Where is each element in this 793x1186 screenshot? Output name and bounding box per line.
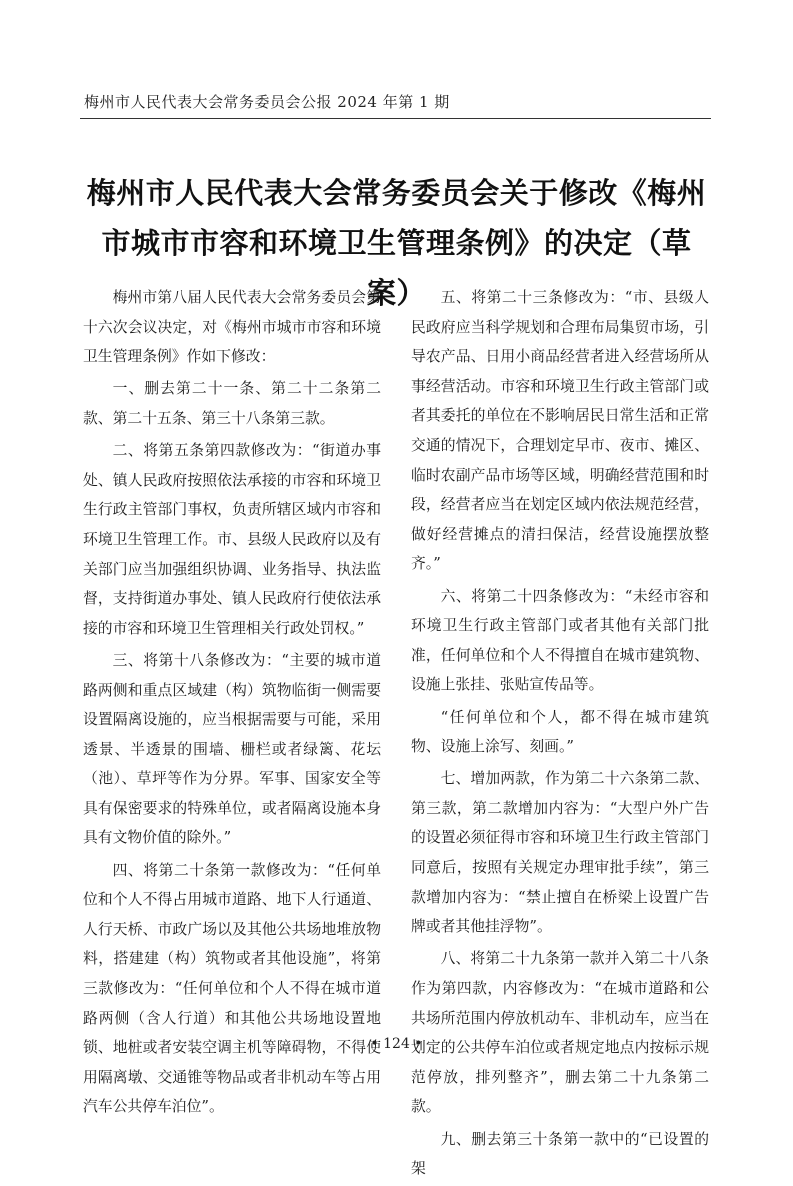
paragraph: 四、将第二十条第一款修改为：“任何单位和个人不得占用城市道路、地下人行通道、人行天桥、市政广场以及其他公共场地堆放物料，搭建建（构）筑物或者其他设施”，将第三款修改为：“任何单位和个人不得在城市道路两侧（含人行道）和其他公共场地设置地锁、地桩或者安装空调主机等障碍物，不得使用隔离墩、交通锥等物品或者非机动车等占用汽车公共停车泊位”。 bbox=[83, 861, 381, 1116]
paragraph: 三、将第十八条修改为：“主要的城市道路两侧和重点区域建（构）筑物临街一侧需要设置隔离设施的，应当根据需要与可能，采用透景、半透景的围墙、栅栏或者绿篱、花坛（池）、草坪等作为分界。军事、国家安全等具有保密要求的特殊单位，或者隔离设施本身具有文物价值的除外。” bbox=[83, 651, 381, 847]
paragraph: 六、将第二十四条修改为：“未经市容和环境卫生行政主管部门或者其他有关部门批准，任何单位和个人不得擅自在城市建筑物、设施上张挂、张贴宣传品等。 bbox=[411, 587, 709, 694]
header-rule bbox=[80, 118, 711, 119]
running-header: 梅州市人民代表大会常务委员会公报 2024 年第 1 期 bbox=[84, 93, 450, 111]
left-column bbox=[83, 283, 381, 1125]
paragraph: 二、将第五条第四款修改为：“街道办事处、镇人民政府按照依法承接的市容和环境卫生行政主管部门事权，负责所辖区域内市容和环境卫生管理工作。市、县级人民政府以及有关部门应当加强组织协调、业务指导、执法监督，支持街道办事处、镇人民政府行使依法承接的市容和环境卫生管理相关行政处罚权。” bbox=[83, 442, 381, 637]
paragraph: 八、将第二十九条第一款并入第二十八条作为第四款，内容修改为：“在城市道路和公共场所范围内停放机动车、非机动车，应当在划定的公共停车泊位或者规定地点内按标示规范停放，排列整齐”，删去第二十九条第二款。 bbox=[411, 950, 709, 1116]
document-title: 梅州市人民代表大会常务委员会关于修改《梅州市城市市容和环境卫生管理条例》的决定（草案） bbox=[86, 176, 707, 310]
paragraph: 七、增加两款，作为第二十六条第二款、第三款，第二款增加内容为：“大型户外广告的设置必须征得市容和环境卫生行政主管部门同意后，按照有关规定办理审批手续”，第三款增加内容为：“禁止擅自在桥梁上设置广告牌或者其他挂浮物”。 bbox=[411, 770, 709, 936]
paragraph: 九、删去第三十条第一款中的“已设置的架 bbox=[411, 1130, 709, 1178]
paragraph: 五、将第二十三条修改为：“市、县级人民政府应当科学规划和合理布局集贸市场，引导农产品、日用小商品经营者进入经营场所从事经营活动。市容和环境卫生行政主管部门或者其委托的单位在不影响居民日常生活和正常交通的情况下，合理划定早市、夜市、摊区、临时农副产品市场等区域，明确经营范围和时段，经营者应当在划定区域内依法规范经营，做好经营摊点的清扫保洁，经营设施摆放整齐。” bbox=[411, 289, 709, 573]
paragraph: 梅州市第八届人民代表大会常务委员会第十六次会议决定，对《梅州市城市市容和环境卫生管理条例》作如下修改： bbox=[83, 289, 381, 366]
page-number: • 124 • bbox=[370, 1036, 423, 1052]
paragraph: 一、删去第二十一条、第二十二条第二款、第二十五条、第三十八条第三款。 bbox=[83, 380, 381, 427]
paragraph: “任何单位和个人，都不得在城市建筑物、设施上涂写、刻画。” bbox=[411, 708, 709, 756]
